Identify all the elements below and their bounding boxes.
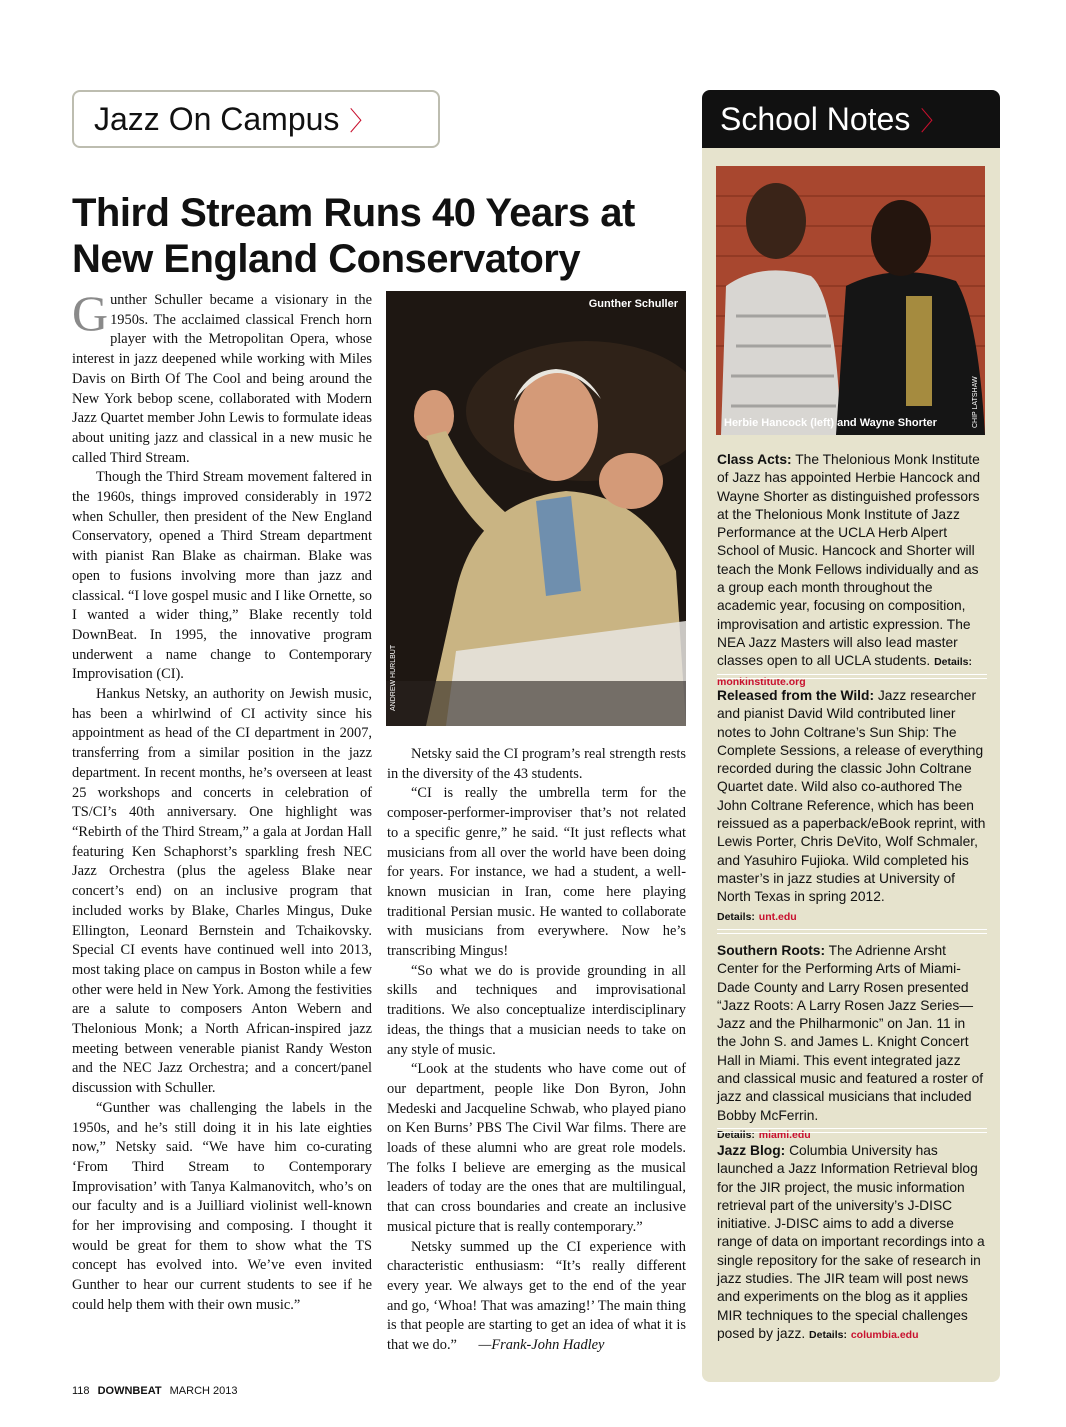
photo-caption: Herbie Hancock (left) and Wayne Shorter — [724, 417, 937, 429]
school-note-item — [717, 1142, 987, 1344]
photo-illustration — [716, 166, 985, 435]
sidebar-header — [702, 90, 1000, 148]
note-lead: Southern Roots: — [717, 943, 826, 958]
page-footer — [72, 1385, 238, 1397]
details-link[interactable]: columbia.edu — [850, 1328, 919, 1341]
photo-hancock-shorter — [716, 166, 985, 435]
chevron-right-icon: 〉 — [349, 105, 376, 136]
article-paragraph: Though the Third Stream movement faltered in the 1960s, things improved considerably in 1972 when Schuller, then president of the New England Conservatory, opened a Third Stream department with pianist Ran Blake as chairman. Blake was open to fusions involving more than jazz and classical. “I love gospel music and I like Ornette, so I wanted a wider thing,” Blake recently told DownBeat. In 1995, the innovative program underwent a name change to Contemporary Improvisation (CI). — [72, 469, 372, 683]
details-label: Details: — [809, 1328, 847, 1341]
photo-gunther-schuller — [386, 291, 686, 726]
article-column-left — [72, 285, 372, 1316]
article-paragraph: “Gunther was challenging the labels in the 1950s, and he’s still doing it in his late eighties now,” Netsky said. “We have him co-curating ‘From Third Stream to Contemporary Improvisation’ with Tanya Kalmanovitch, who’s on our faculty and is a Juilliard violinist well-known for her improvising and composing. I thought it would be great for them to show what the TS concept has evolved into. We’ve even invited Gunther to hear our current students to see if he could help them with their own music.” — [72, 1099, 372, 1313]
photo-illustration — [386, 291, 686, 726]
issue-date: MARCH 2013 — [169, 1385, 238, 1397]
section-header-label: Jazz On Campus — [94, 100, 340, 137]
photo-caption: Gunther Schuller — [588, 298, 678, 310]
article-paragraph: “CI is really the umbrella term for the composer-performer-improviser that’s not related to a specific genre,” he said. “It just reflects what musicians from all over the world have been doing for years. For instance, we had a student, a well-known musician in Iran, come here playing traditional Persian music. He wanted to collaborate with musicians from everywhere. Now he’s transcribing Mingus! — [387, 785, 686, 960]
magazine-name: DOWNBEAT — [97, 1385, 162, 1397]
note-lead: Released from the Wild: — [717, 688, 875, 703]
note-lead: Jazz Blog: — [717, 1143, 786, 1158]
details-link[interactable]: unt.edu — [758, 910, 797, 923]
section-header — [72, 90, 440, 148]
article-paragraph: Gunther Schuller became a visionary in the 1950s. The acclaimed classical French horn player with the Metropolitan Opera, whose interest in jazz deepened while working with Miles Davis on Birth Of The Cool and being around the New York bebop scene, collaborated with Modern Jazz Quartet member John Lewis to formulate ideas about uniting jazz and classical in a new music he called Third Stream. — [72, 285, 372, 466]
note-body: The Adrienne Arsht Center for the Performing Arts of Miami-Dade County and Larry Rosen presented “Jazz Roots: A Larry Rosen Jazz Series—Jazz and the Philharmonic” on Jan. 11 in the John S. and James L. Knight Concert Hall in Miami. This event integrated jazz and classical music and featured a roster of jazz and classical musicians that included Bobby McFerrin. — [717, 943, 984, 1123]
article-paragraph: “Look at the students who have come out of our department, people like Don Byron, John Medeski and Jacqueline Schwab, who played piano on Ken Burns’ PBS The Civil War films. There are loads of these alumni who are great role models. The folks I believe are emerging as the musical leaders of today are the ones that are multilingual, that can cross boundaries and create an inclusive musical picture that is really contemporary.” — [387, 1061, 686, 1235]
details-label: Details: — [717, 1128, 755, 1141]
article-paragraph: “So what we do is provide grounding in all skills and techniques and improvisational traditions. We also conceptualize interdisciplinary ideas, the things that a musician needs to take on any style of music. — [387, 962, 686, 1058]
details-label: Details: — [717, 910, 755, 923]
page-number: 118 — [72, 1385, 90, 1397]
article-column-middle — [387, 745, 686, 1356]
divider — [717, 674, 987, 679]
note-body: Columbia University has launched a Jazz Information Retrieval blog for the JIR project, the music information retrieval part of the university’s J-DISC initiative. J-DISC aims to add a diverse range of data on important recordings into a single repository for the sake of research in jazz studies. The JIR team will post news and experiments on the blog as it applies MIR techniques to the special challenges posed by jazz. — [717, 1143, 985, 1341]
school-note-item — [717, 687, 987, 926]
sidebar-header-label: School Notes — [720, 100, 911, 137]
note-body: The Thelonious Monk Institute of Jazz has appointed Herbie Hancock and Wayne Shorter as distinguished professors at the Thelonious Monk Institute of Jazz Performance at the UCLA Herb Alpert School of Music. Hancock and Shorter will teach the Monk Fellows individually and as a group each month throughout the academic year, focusing on composition, improvisation and artistic expression. The NEA Jazz Masters will also lead master classes open to all UCLA students. — [717, 452, 981, 669]
photo-credit: CHIP LATSHAW — [972, 376, 979, 428]
photo-credit: ANDREW HURLBUT — [390, 644, 397, 711]
divider — [717, 1128, 987, 1133]
drop-cap: G — [72, 285, 109, 341]
article-paragraph: Netsky said the CI program’s real strength rests in the diversity of the 43 students. — [387, 746, 686, 782]
divider — [717, 929, 987, 934]
chevron-right-icon: 〉 — [920, 105, 947, 136]
details-link[interactable]: monkinstitute.org — [717, 675, 806, 688]
article-headline: Third Stream Runs 40 Years at New England Conservatory — [72, 191, 635, 281]
article-paragraph: Hankus Netsky, an authority on Jewish music, has been a whirlwind of CI activity since his appointment as head of the CI department in 2007, transferring from a similar position in the jazz department. In recent months, he’s overseen at least 25 workshops and concerts in celebration of TS/CI’s 40th anniversary. One highlight was “Rebirth of the Third Stream,” a gala at Jordan Hall featuring Ken Schaphorst’s sparkling fresh NEC Jazz Orchestra (plus the ageless Blake near concert’s end) on an inclusive program that included works by Blake, Charles Mingus, Duke Ellington, Leonard Bernstein and Tchaikovsky. Special CI events have continued well into 2013, most taking place on campus in Boston while a few other were held in New York. Among the festivities are a salute to composers Anton Webern and Thelonious Monk; a North African-inspired jazz meeting between venerable pianist Randy Weston and the NEC Jazz Orchestra; and a concert/panel discussion with Schuller. — [72, 686, 372, 1097]
article-byline: —Frank-John Hadley — [478, 1337, 605, 1354]
note-lead: Class Acts: — [717, 452, 792, 467]
school-note-item — [717, 942, 987, 1144]
note-body: Jazz researcher and pianist David Wild contributed liner notes to John Coltrane’s Sun Ship: The Complete Sessions, a release of everything recorded during the classic John Coltrane Quartet date. Wild also co-authored The John Coltrane Reference, which has been reissued as a paperback/eBook reprint, with Lewis Porter, Chris DeVito, Wolf Schmaler, and Yasuhiro Fujioka. Wild completed his master’s in jazz studies at University of North Texas in spring 2012. — [717, 688, 986, 905]
school-note-item — [717, 451, 987, 691]
article-paragraph: Netsky summed up the CI experience with characteristic enthusiasm: “It’s really different every year. We always get to the end of the year and go, ‘Whoa! That was amazing!’ The main thing is that people are starting to get an idea of what it is that we do.” —Frank-John Hadley — [387, 1238, 686, 1354]
details-label: Details: — [934, 656, 972, 669]
details-link[interactable]: miami.edu — [758, 1128, 811, 1141]
